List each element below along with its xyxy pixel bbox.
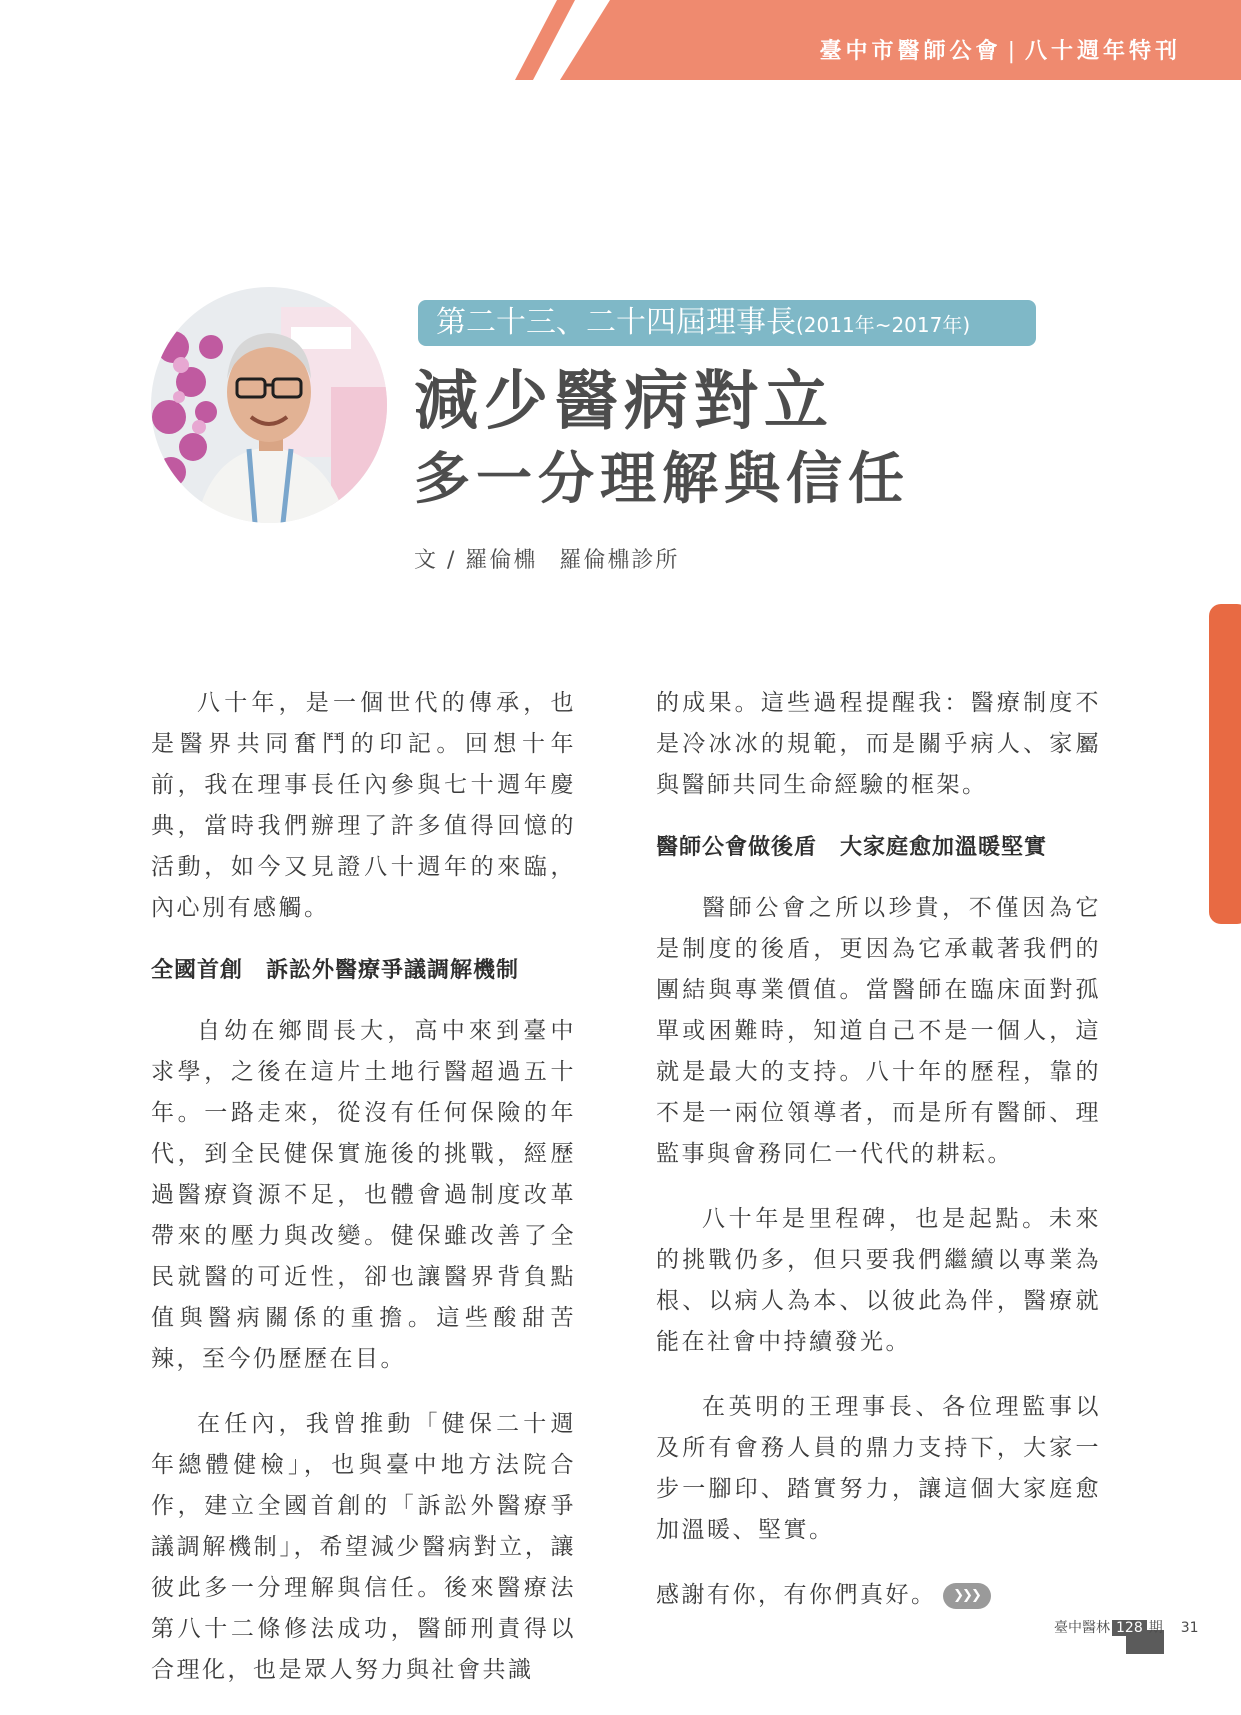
closing-line (656, 1575, 1101, 1616)
paragraph: 的成果。這些過程提醒我：醫療制度不是冷冰冰的規範，而是關乎病人、家屬與醫師共同生命經驗的框架。 (656, 690, 1101, 798)
header-association: 臺中市醫師公會 (819, 39, 1002, 64)
forward-chevrons-icon: ❯❯❯ (943, 1583, 991, 1609)
closing-text: 感謝有你，有你們真好。 (656, 1582, 937, 1608)
issue-suffix: 期 (1148, 1620, 1163, 1636)
article-subtitle: 多一分理解與信任 (414, 447, 910, 512)
paragraph: 在任內，我曾推動「健保二十週年總體健檢」，也與臺中地方法院合作，建立全國首創的「訴訟外醫療爭議調解機制」，希望減少醫病對立，讓彼此多一分理解與信任。後來醫療法第八十二條修法成功，醫師刑責得以合理化，也是眾人努力與社會共識 (151, 1411, 576, 1683)
article-column-left (151, 683, 576, 1715)
author-name: 文 / 羅倫檙 (414, 548, 538, 573)
term-years: (2011年~2017年) (796, 313, 971, 337)
header-stripe (515, 0, 575, 80)
article-column-right (656, 683, 1101, 1640)
paragraph: 八十年是里程碑，也是起點。未來的挑戰仍多，但只要我們繼續以專業為根、以病人為本、以彼此為伴，醫療就能在社會中持續發光。 (656, 1206, 1101, 1355)
section-heading: 全國首創 訴訟外醫療爭議調解機制 (151, 958, 520, 983)
paragraph: 自幼在鄉間長大，高中來到臺中求學，之後在這片土地行醫超過五十年。一路走來，從沒有任何保險的年代，到全民健保實施後的挑戰，經歷過醫療資源不足，也體會過制度改革帶來的壓力與改變。健保雖改善了全民就醫的可近性，卻也讓醫界背負點值與醫病關係的重擔。這些酸甜苦辣，至今仍歷歷在目。 (151, 1018, 576, 1372)
term-label: 第二十三、二十四屆理事長 (436, 305, 796, 340)
paragraph: 八十年，是一個世代的傳承，也是醫界共同奮鬥的印記。回想十年前，我在理事長任內參與七十週年慶典，當時我們辦理了許多值得回憶的活動，如今又見證八十週年的來臨，內心別有感觸。 (151, 690, 576, 921)
header-special-issue: 八十週年特刊 (1024, 39, 1181, 64)
magazine-name: 臺中醫林 (1054, 1620, 1110, 1636)
portrait-illustration (151, 287, 387, 523)
paragraph: 在英明的王理事長、各位理監事以及所有會務人員的鼎力支持下，大家一步一腳印、踏實努力，讓這個大家庭愈加溫暖、堅實。 (656, 1394, 1101, 1543)
author-clinic: 羅倫檙診所 (559, 548, 680, 573)
page-footer (1054, 1617, 1199, 1637)
byline (414, 543, 679, 574)
term-badge (418, 300, 1036, 346)
author-portrait (151, 287, 387, 523)
section-heading: 醫師公會做後盾 大家庭愈加溫暖堅實 (656, 835, 1048, 860)
page-number: 31 (1180, 1620, 1199, 1636)
running-header (820, 34, 1181, 65)
header-separator: | (1007, 39, 1019, 64)
issue-number: 128 (1112, 1620, 1147, 1636)
side-tab (1209, 604, 1241, 924)
article-title: 減少醫病對立 (414, 365, 834, 439)
paragraph: 醫師公會之所以珍貴，不僅因為它是制度的後盾，更因為它承載著我們的團結與專業價值。當醫師在臨床面對孤單或困難時，知道自己不是一個人，這就是最大的支持。八十年的歷程，靠的不是一兩位領導者，而是所有醫師、理監事與會務同仁一代代的耕耘。 (656, 895, 1101, 1167)
